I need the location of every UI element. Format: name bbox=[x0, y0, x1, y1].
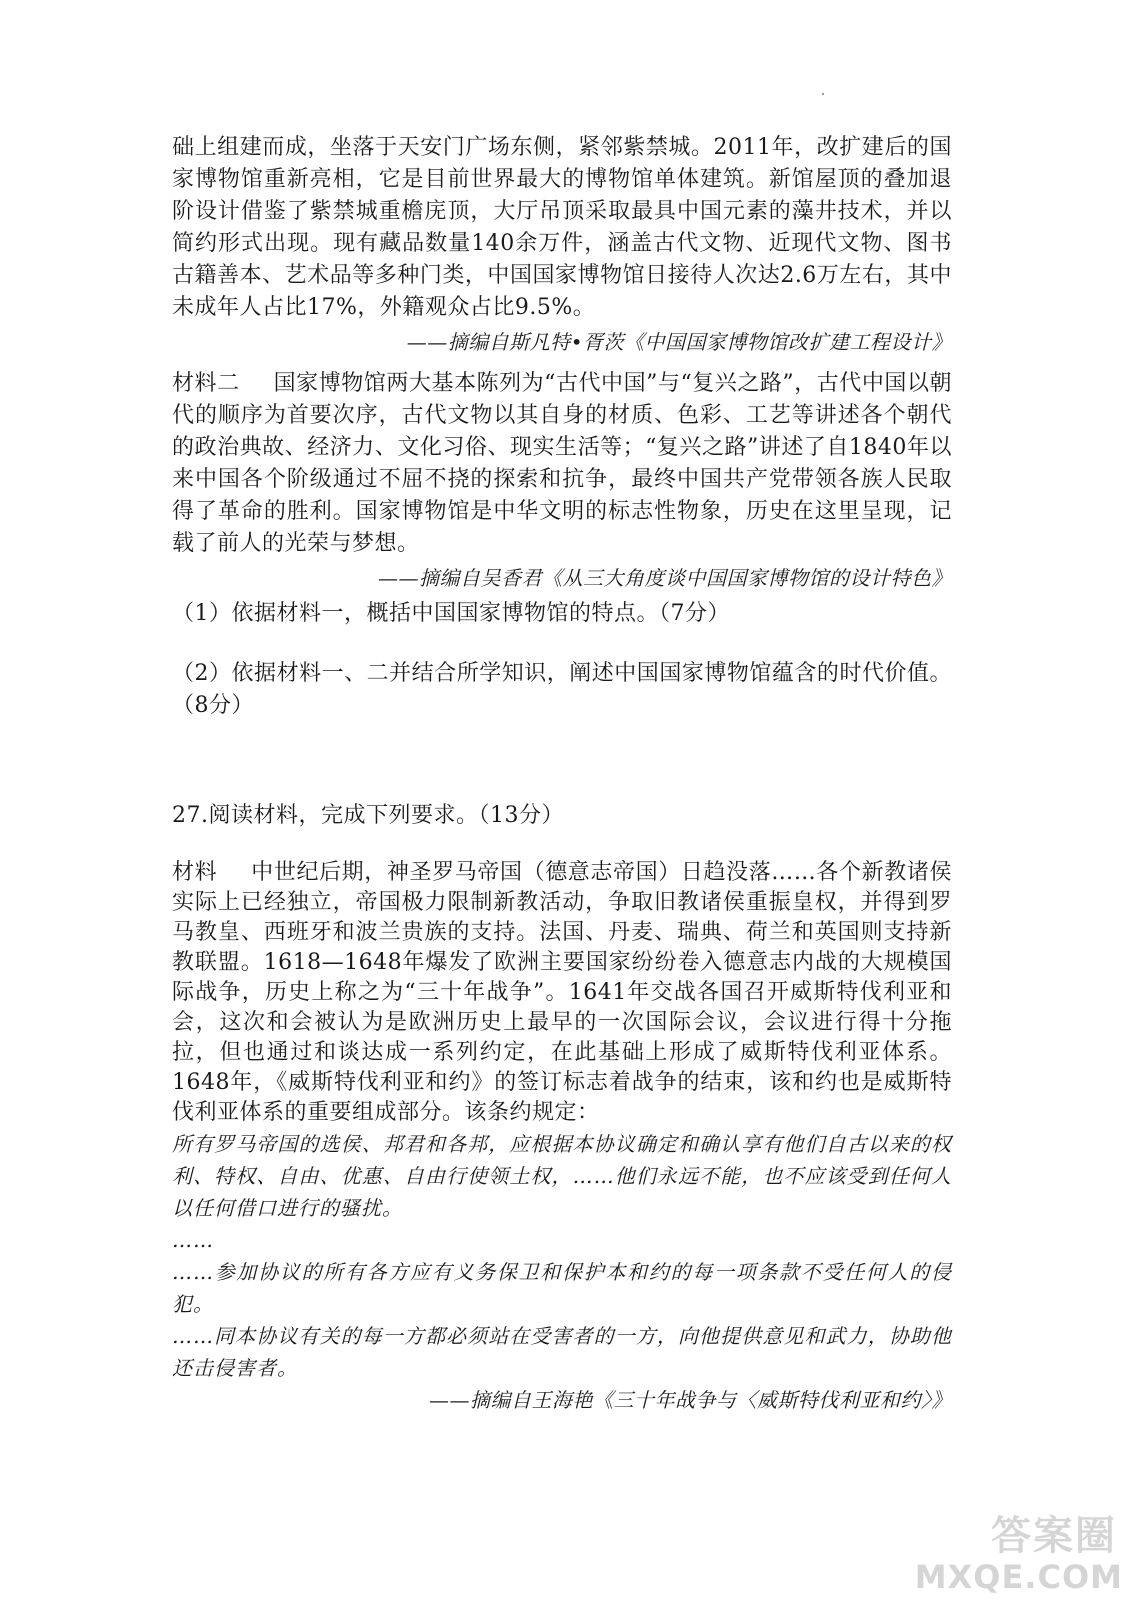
question-27-label: 材料 bbox=[172, 860, 218, 885]
question-27-heading: 27.阅读材料，完成下列要求。（13分） bbox=[172, 803, 564, 828]
treaty-ellipsis: …… bbox=[172, 1228, 214, 1252]
treaty-quote-three: ……同本协议有关的每一方都必须站在受害者的一方，向他提供意见和武力，协助他还击侵害者。 bbox=[172, 1324, 952, 1380]
question-27-heading-block bbox=[172, 800, 952, 832]
treaty-quote-two: ……参加协议的所有各方应有义务保卫和保护本和约的每一项条款不受任何人的侵犯。 bbox=[172, 1260, 952, 1316]
question-two-text: （2）依据材料一、二并结合所学知识，阐述中国国家博物馆蕴含的时代价值。（8分） bbox=[172, 661, 952, 718]
scan-speck bbox=[822, 93, 824, 95]
question-one bbox=[172, 598, 952, 630]
question-27-paragraph bbox=[172, 858, 952, 1128]
question-one-text: （1）依据材料一，概括中国国家博物馆的特点。（7分） bbox=[172, 601, 730, 626]
material-two-text: 国家博物馆两大基本陈列为“古代中国”与“复兴之路”，古代中国以朝代的顺序为首要次序，古代文物以其自身的材质、色彩、工艺等讲述各个朝代的政治典故、经济力、文化习俗、现实生活等；“复兴之路”讲述了自1840年以来中国各个阶级通过不屈不挠的探索和抗争，最终中国共产党带领各族人民取得了革命的胜利。国家博物馆是中华文明的标志性物象，历史在这里呈现，记载了前人的光荣与梦想。 bbox=[172, 371, 952, 556]
material-two-block bbox=[172, 368, 952, 592]
material-one-source: ——摘编自斯凡特•胥茨《中国国家博物馆改扩建工程设计》 bbox=[406, 330, 952, 354]
question-27-text: 中世纪后期，神圣罗马帝国（德意志帝国）日趋没落……各个新教诸侯实际上已经独立，帝国极力限制新教活动，争取旧教诸侯重振皇权，并得到罗马教皇、西班牙和波兰贵族的支持。法国、丹麦、瑞典、荷兰和英国则支持新教联盟。1618—1648年爆发了欧洲主要国家纷纷卷入德意志内战的大规模国际战争，历史上称之为“三十年战争”。1641年交战各国召开威斯特伐利亚和会，这次和会被认为是欧洲历史上最早的一次国际会议，会议进行得十分拖拉，但也通过和谈达成一系列约定，在此基础上形成了威斯特伐利亚体系。1648年，《威斯特伐利亚和约》的签订标志着战争的结束，该和约也是威斯特伐利亚体系的重要组成部分。该条约规定： bbox=[172, 860, 952, 1125]
treaty-quote-one: 所有罗马帝国的选侯、邦君和各邦，应根据本协议确定和确认享有他们自古以来的权利、特权、自由、优惠、自由行使领土权，……他们永远不能，也不应该受到任何人以任何借口进行的骚扰。 bbox=[172, 1132, 952, 1220]
watermark-logo bbox=[914, 1504, 1123, 1596]
question-27-source: ——摘编自王海艳《三十年战争与〈威斯特伐利亚和约〉》 bbox=[429, 1388, 952, 1412]
material-one-block bbox=[172, 132, 952, 356]
watermark-bottom-text: MXQE.COM bbox=[914, 1558, 1123, 1596]
question-two bbox=[172, 658, 952, 722]
material-two-source: ——摘编自吴香君《从三大角度谈中国国家博物馆的设计特色》 bbox=[378, 566, 952, 590]
material-one-paragraph: 础上组建而成，坐落于天安门广场东侧，紧邻紫禁城。2011年，改扩建后的国家博物馆重新亮相，它是目前世界最大的博物馆单体建筑。新馆屋顶的叠加退阶设计借鉴了紫禁城重檐庑顶，大厅吊顶采取最具中国元素的藻井技术，并以简约形式出现。现有藏品数量140余万件，涵盖古代文物、近现代文物、图书古籍善本、艺术品等多种门类，中国国家博物馆日接待人次达2.6万左右，其中未成年人占比17%，外籍观众占比9.5%。 bbox=[172, 135, 952, 320]
question-27-material-block bbox=[172, 858, 952, 1414]
material-two-paragraph bbox=[172, 368, 952, 560]
material-two-label: 材料二 bbox=[172, 371, 240, 396]
watermark-top-text: 答案圈 bbox=[991, 1513, 1117, 1559]
